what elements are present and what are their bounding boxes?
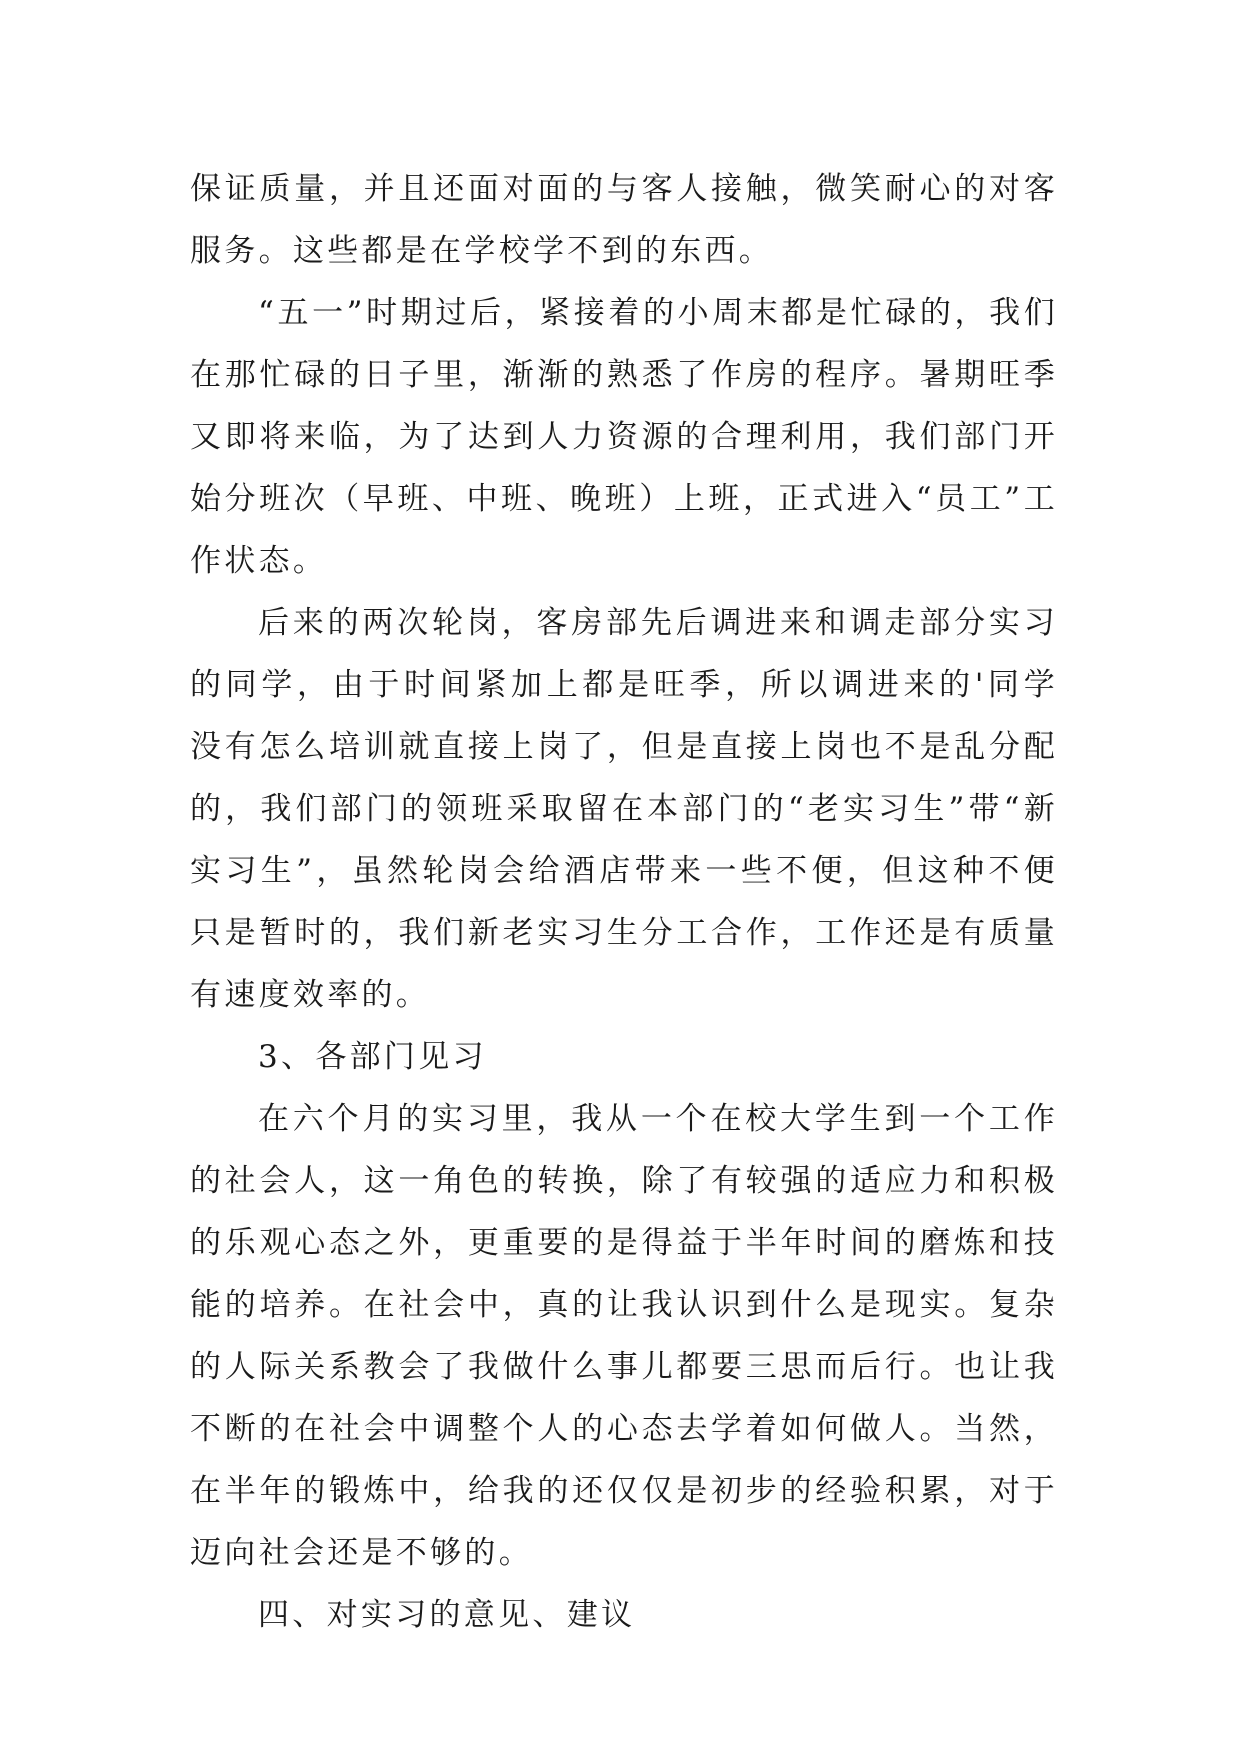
document-body — [190, 158, 1058, 1646]
section-heading-departments: 3、各部门见习 — [258, 1039, 487, 1075]
paragraph-may-day: “五一”时期过后，紧接着的小周末都是忙碌的，我们在那忙碌的日子里，渐渐的熟悉了作房的程序。暑期旺季又即将来临，为了达到人力资源的合理利用，我们部门开始分班次（早班、中班、晚班）上班，正式进入“员工”工作状态。 — [190, 295, 1058, 579]
paragraph-six-months: 在六个月的实习里，我从一个在校大学生到一个工作的社会人，这一角色的转换，除了有较强的适应力和积极的乐观心态之外，更重要的是得益于半年时间的磨炼和技能的培养。在社会中，真的让我认识到什么是现实。复杂的人际关系教会了我做什么事儿都要三思而后行。也让我不断的在社会中调整个人的心态去学着如何做人。当然，在半年的锻炼中，给我的还仅仅是初步的经验积累，对于迈向社会还是不够的。 — [190, 1101, 1058, 1571]
paragraph-rotation: 后来的两次轮岗，客房部先后调进来和调走部分实习的同学，由于时间紧加上都是旺季，所以调进来的'同学没有怎么培训就直接上岗了，但是直接上岗也不是乱分配的，我们部门的领班采取留在本部门的“老实习生”带“新实习生”，虽然轮岗会给酒店带来一些不便，但这种不便只是暂时的，我们新老实习生分工合作，工作还是有质量有速度效率的。 — [190, 605, 1058, 1013]
paragraph-continuation: 保证质量，并且还面对面的与客人接触，微笑耐心的对客服务。这些都是在学校学不到的东西。 — [190, 171, 1058, 269]
section-heading-suggestions: 四、对实习的意见、建议 — [258, 1597, 636, 1633]
